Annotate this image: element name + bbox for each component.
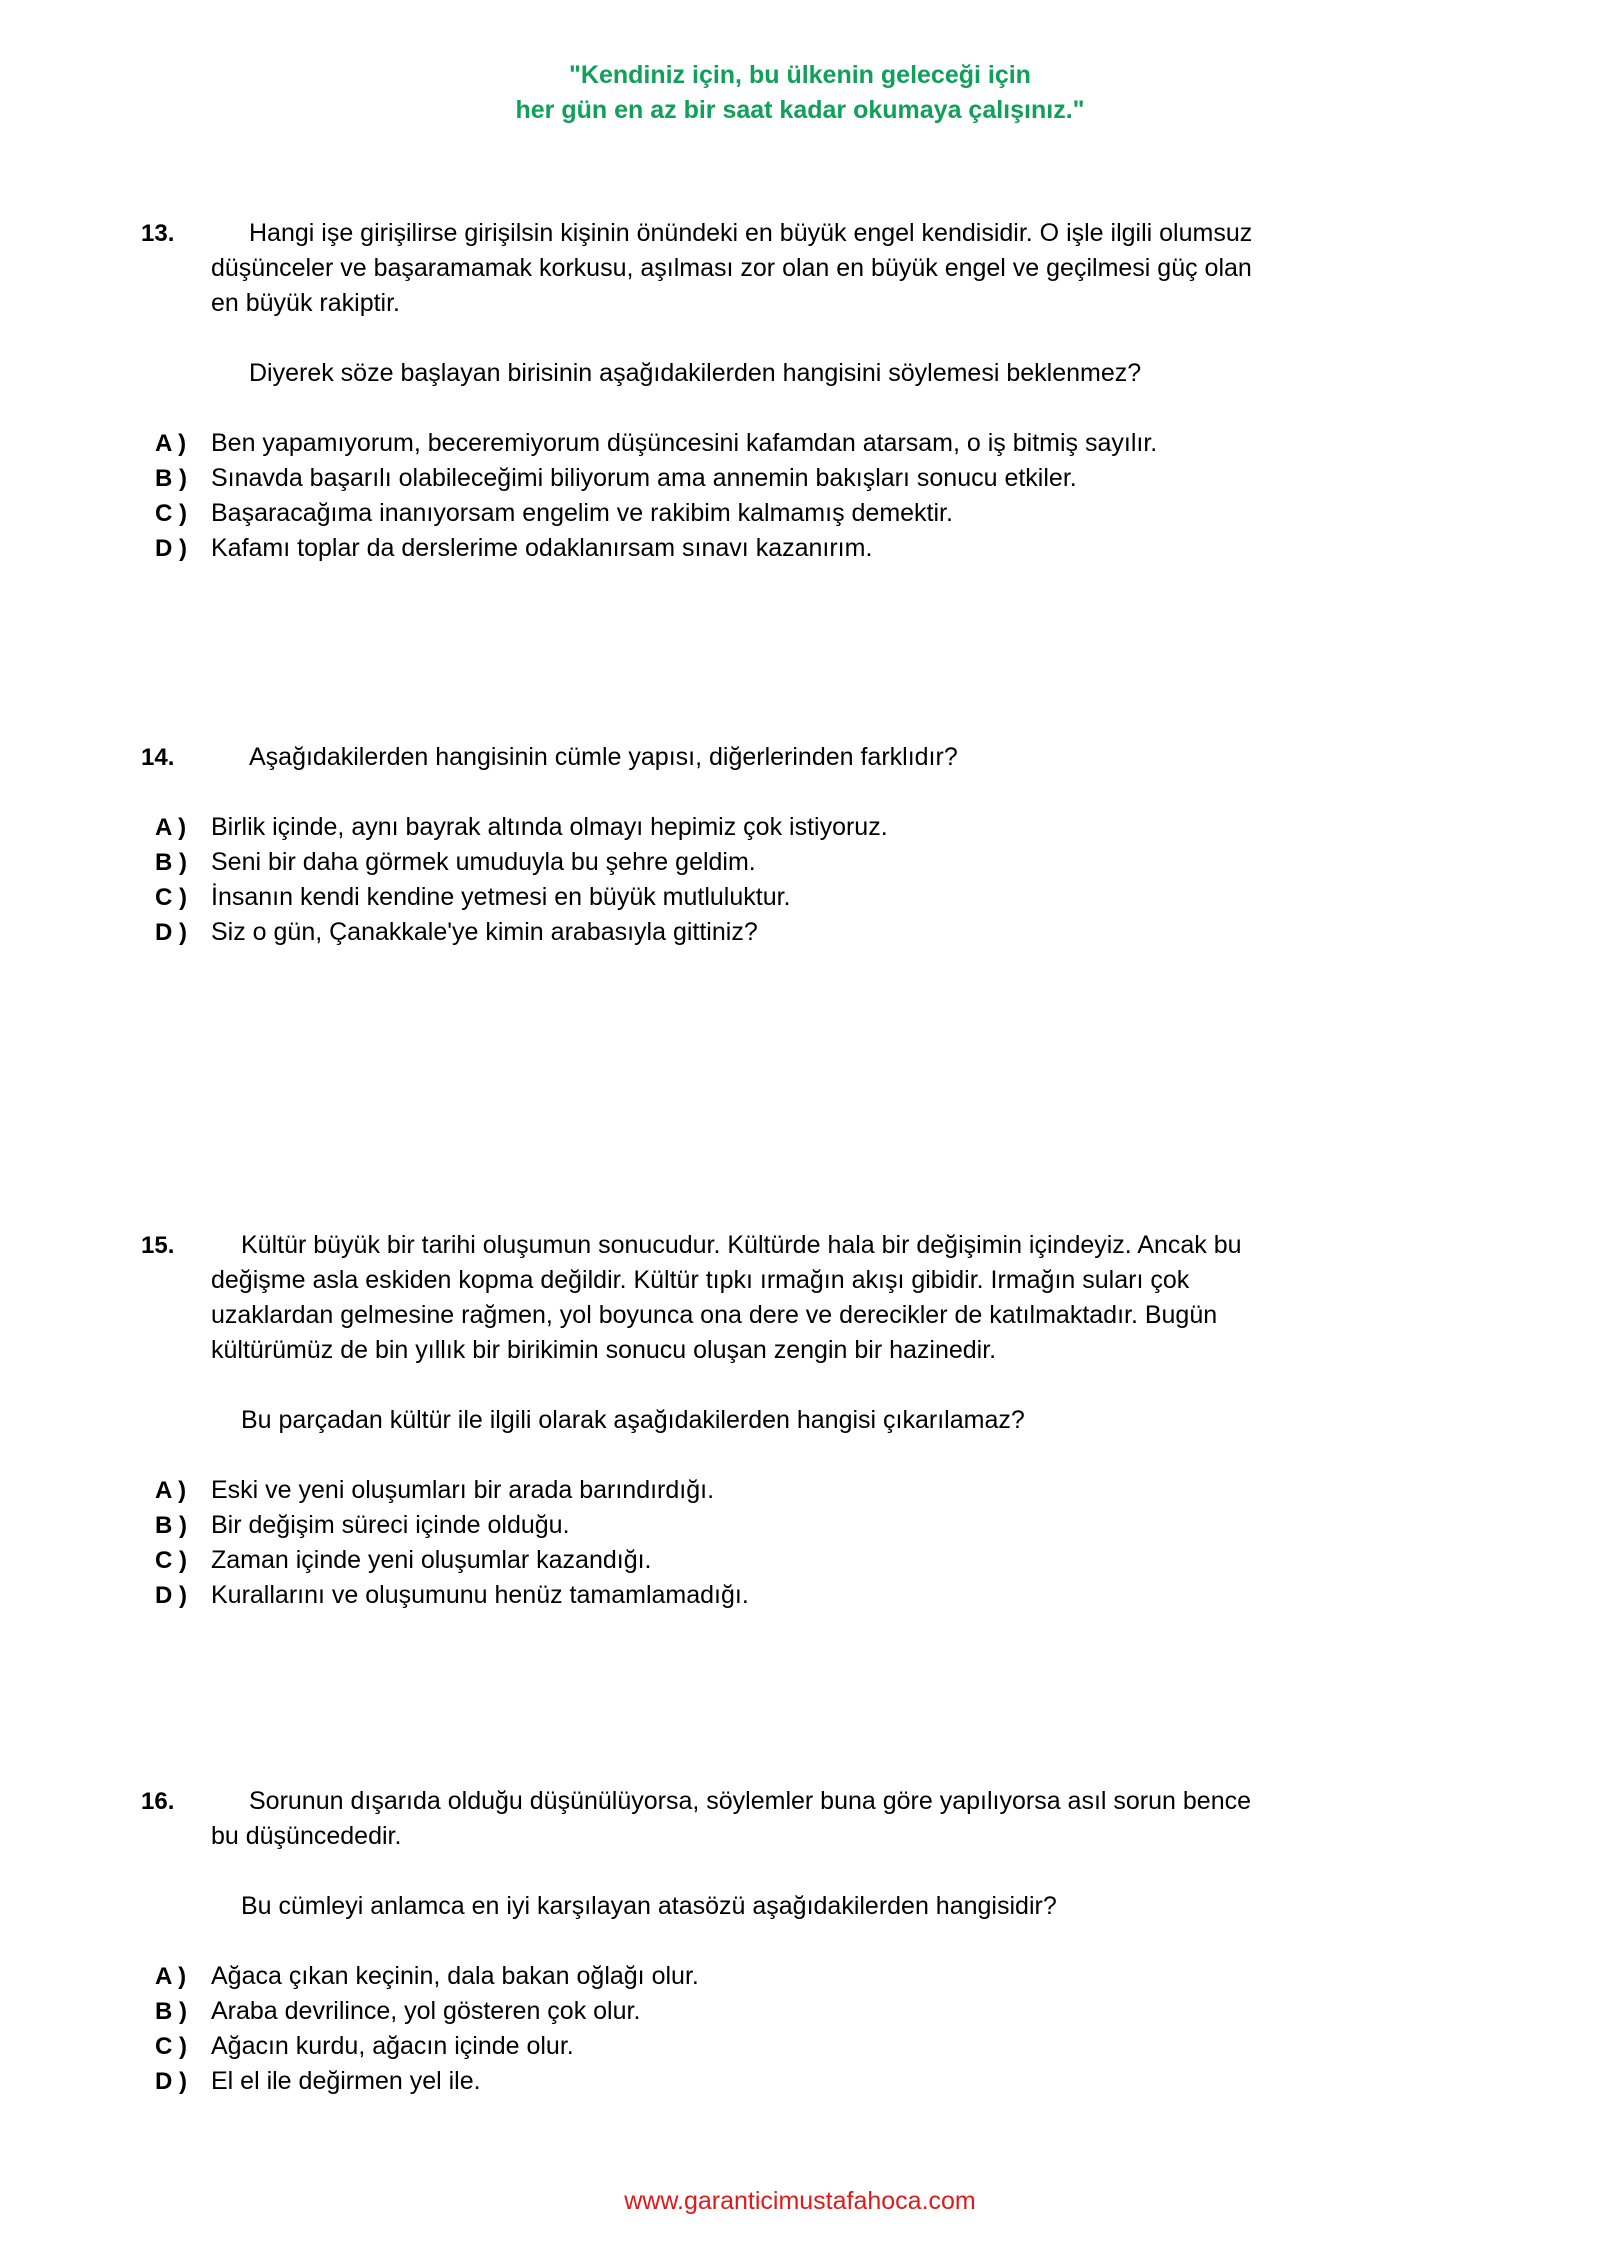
option-text: Eski ve yeni oluşumları bir arada barındırdığı. <box>211 1476 715 1504</box>
question-line: Kültür büyük bir tarihi oluşumun sonucudur. Kültürde hala bir değişimin içindeyiz. Ancak bu <box>241 1231 1242 1259</box>
answer-options <box>143 1473 1361 1613</box>
option-a[interactable] <box>143 1959 1361 1994</box>
option-label: B ) <box>155 849 187 876</box>
header-quote-line-2: her gün en az bir saat kadar okumaya çalışınız." <box>515 96 1085 124</box>
option-c[interactable] <box>143 1543 1361 1578</box>
question-line: en büyük rakiptir. <box>211 289 400 317</box>
option-text: Seni bir daha görmek umuduyla bu şehre geldim. <box>211 848 756 876</box>
option-text: Ağacın kurdu, ağacın içinde olur. <box>211 2032 574 2060</box>
question-prompt: Bu parçadan kültür ile ilgili olarak aşağıdakilerden hangisi çıkarılamaz? <box>241 1406 1025 1434</box>
option-label: C ) <box>155 884 187 911</box>
question-prompt: Diyerek söze başlayan birisinin aşağıdakilerden hangisini söylemesi beklenmez? <box>249 359 1142 387</box>
option-text: Başaracağıma inanıyorsam engelim ve rakibim kalmamış demektir. <box>211 499 953 527</box>
option-d[interactable] <box>143 1578 1361 1613</box>
option-text: İnsanın kendi kendine yetmesi en büyük mutluluktur. <box>211 883 791 911</box>
option-c[interactable] <box>143 2029 1361 2064</box>
option-label: D ) <box>155 919 187 946</box>
option-c[interactable] <box>143 880 1361 915</box>
question-line: uzaklardan gelmesine rağmen, yol boyunca ona dere ve derecikler de katılmaktadır. Bugün <box>211 1301 1218 1329</box>
answer-options <box>143 426 1361 566</box>
question-number: 15. <box>141 1232 175 1259</box>
option-a[interactable] <box>143 1473 1361 1508</box>
option-label: A ) <box>155 1963 187 1990</box>
option-b[interactable] <box>143 1994 1361 2029</box>
option-label: B ) <box>155 1512 187 1539</box>
option-label: C ) <box>155 2033 187 2060</box>
question-line: Aşağıdakilerden hangisinin cümle yapısı, diğerlerinden farklıdır? <box>249 743 958 771</box>
question-prompt: Bu cümleyi anlamca en iyi karşılayan atasözü aşağıdakilerden hangisidir? <box>241 1892 1057 1920</box>
answer-options <box>143 810 1361 950</box>
option-label: A ) <box>155 430 187 457</box>
option-b[interactable] <box>143 845 1361 880</box>
option-b[interactable] <box>143 461 1361 496</box>
page-header-quote <box>0 58 1600 128</box>
option-c[interactable] <box>143 496 1361 531</box>
option-d[interactable] <box>143 531 1361 566</box>
option-a[interactable] <box>143 810 1361 845</box>
option-text: Sınavda başarılı olabileceğimi biliyorum ama annemin bakışları sonucu etkiler. <box>211 464 1077 492</box>
option-d[interactable] <box>143 2064 1361 2099</box>
question-number: 14. <box>141 744 175 771</box>
option-text: Araba devrilince, yol gösteren çok olur. <box>211 1997 641 2025</box>
question-line: kültürümüz de bin yıllık bir birikimin sonucu oluşan zengin bir hazinedir. <box>211 1336 997 1364</box>
option-a[interactable] <box>143 426 1361 461</box>
question-number: 13. <box>141 220 175 247</box>
option-text: El el ile değirmen yel ile. <box>211 2067 481 2095</box>
option-d[interactable] <box>143 915 1361 950</box>
option-label: A ) <box>155 1477 187 1504</box>
question-line: Hangi işe girişilirse girişilsin kişinin önündeki en büyük engel kendisidir. O işle ilgili olumsuz <box>249 219 1253 247</box>
question-line: değişme asla eskiden kopma değildir. Kültür tıpkı ırmağın akışı gibidir. Irmağın suları çok <box>211 1266 1190 1294</box>
option-text: Ağaca çıkan keçinin, dala bakan oğlağı olur. <box>211 1962 699 1990</box>
option-label: D ) <box>155 1582 187 1609</box>
question-line: Sorunun dışarıda olduğu düşünülüyorsa, söylemler buna göre yapılıyorsa asıl sorun bence <box>249 1787 1252 1815</box>
option-label: D ) <box>155 535 187 562</box>
option-text: Siz o gün, Çanakkale'ye kimin arabasıyla gittiniz? <box>211 918 758 946</box>
option-label: C ) <box>155 500 187 527</box>
option-text: Birlik içinde, aynı bayrak altında olmayı hepimiz çok istiyoruz. <box>211 813 888 841</box>
option-label: A ) <box>155 814 187 841</box>
answer-options <box>143 1959 1361 2099</box>
option-label: C ) <box>155 1547 187 1574</box>
option-label: B ) <box>155 465 187 492</box>
option-label: D ) <box>155 2068 187 2095</box>
option-label: B ) <box>155 1998 187 2025</box>
question-number: 16. <box>141 1788 175 1815</box>
option-b[interactable] <box>143 1508 1361 1543</box>
question-line: düşünceler ve başaramamak korkusu, aşılması zor olan en büyük engel ve geçilmesi güç olan <box>211 254 1252 282</box>
option-text: Bir değişim süreci içinde olduğu. <box>211 1511 570 1539</box>
question-line: bu düşüncededir. <box>211 1822 402 1850</box>
header-quote-line-1: "Kendiniz için, bu ülkenin geleceği için <box>569 61 1031 89</box>
option-text: Kurallarını ve oluşumunu henüz tamamlamadığı. <box>211 1581 749 1609</box>
option-text: Zaman içinde yeni oluşumlar kazandığı. <box>211 1546 652 1574</box>
footer-website-link[interactable]: www.garanticimustafahoca.com <box>624 2187 976 2215</box>
option-text: Kafamı toplar da derslerime odaklanırsam sınavı kazanırım. <box>211 534 873 562</box>
option-text: Ben yapamıyorum, beceremiyorum düşüncesini kafamdan atarsam, o iş bitmiş sayılır. <box>211 429 1158 457</box>
